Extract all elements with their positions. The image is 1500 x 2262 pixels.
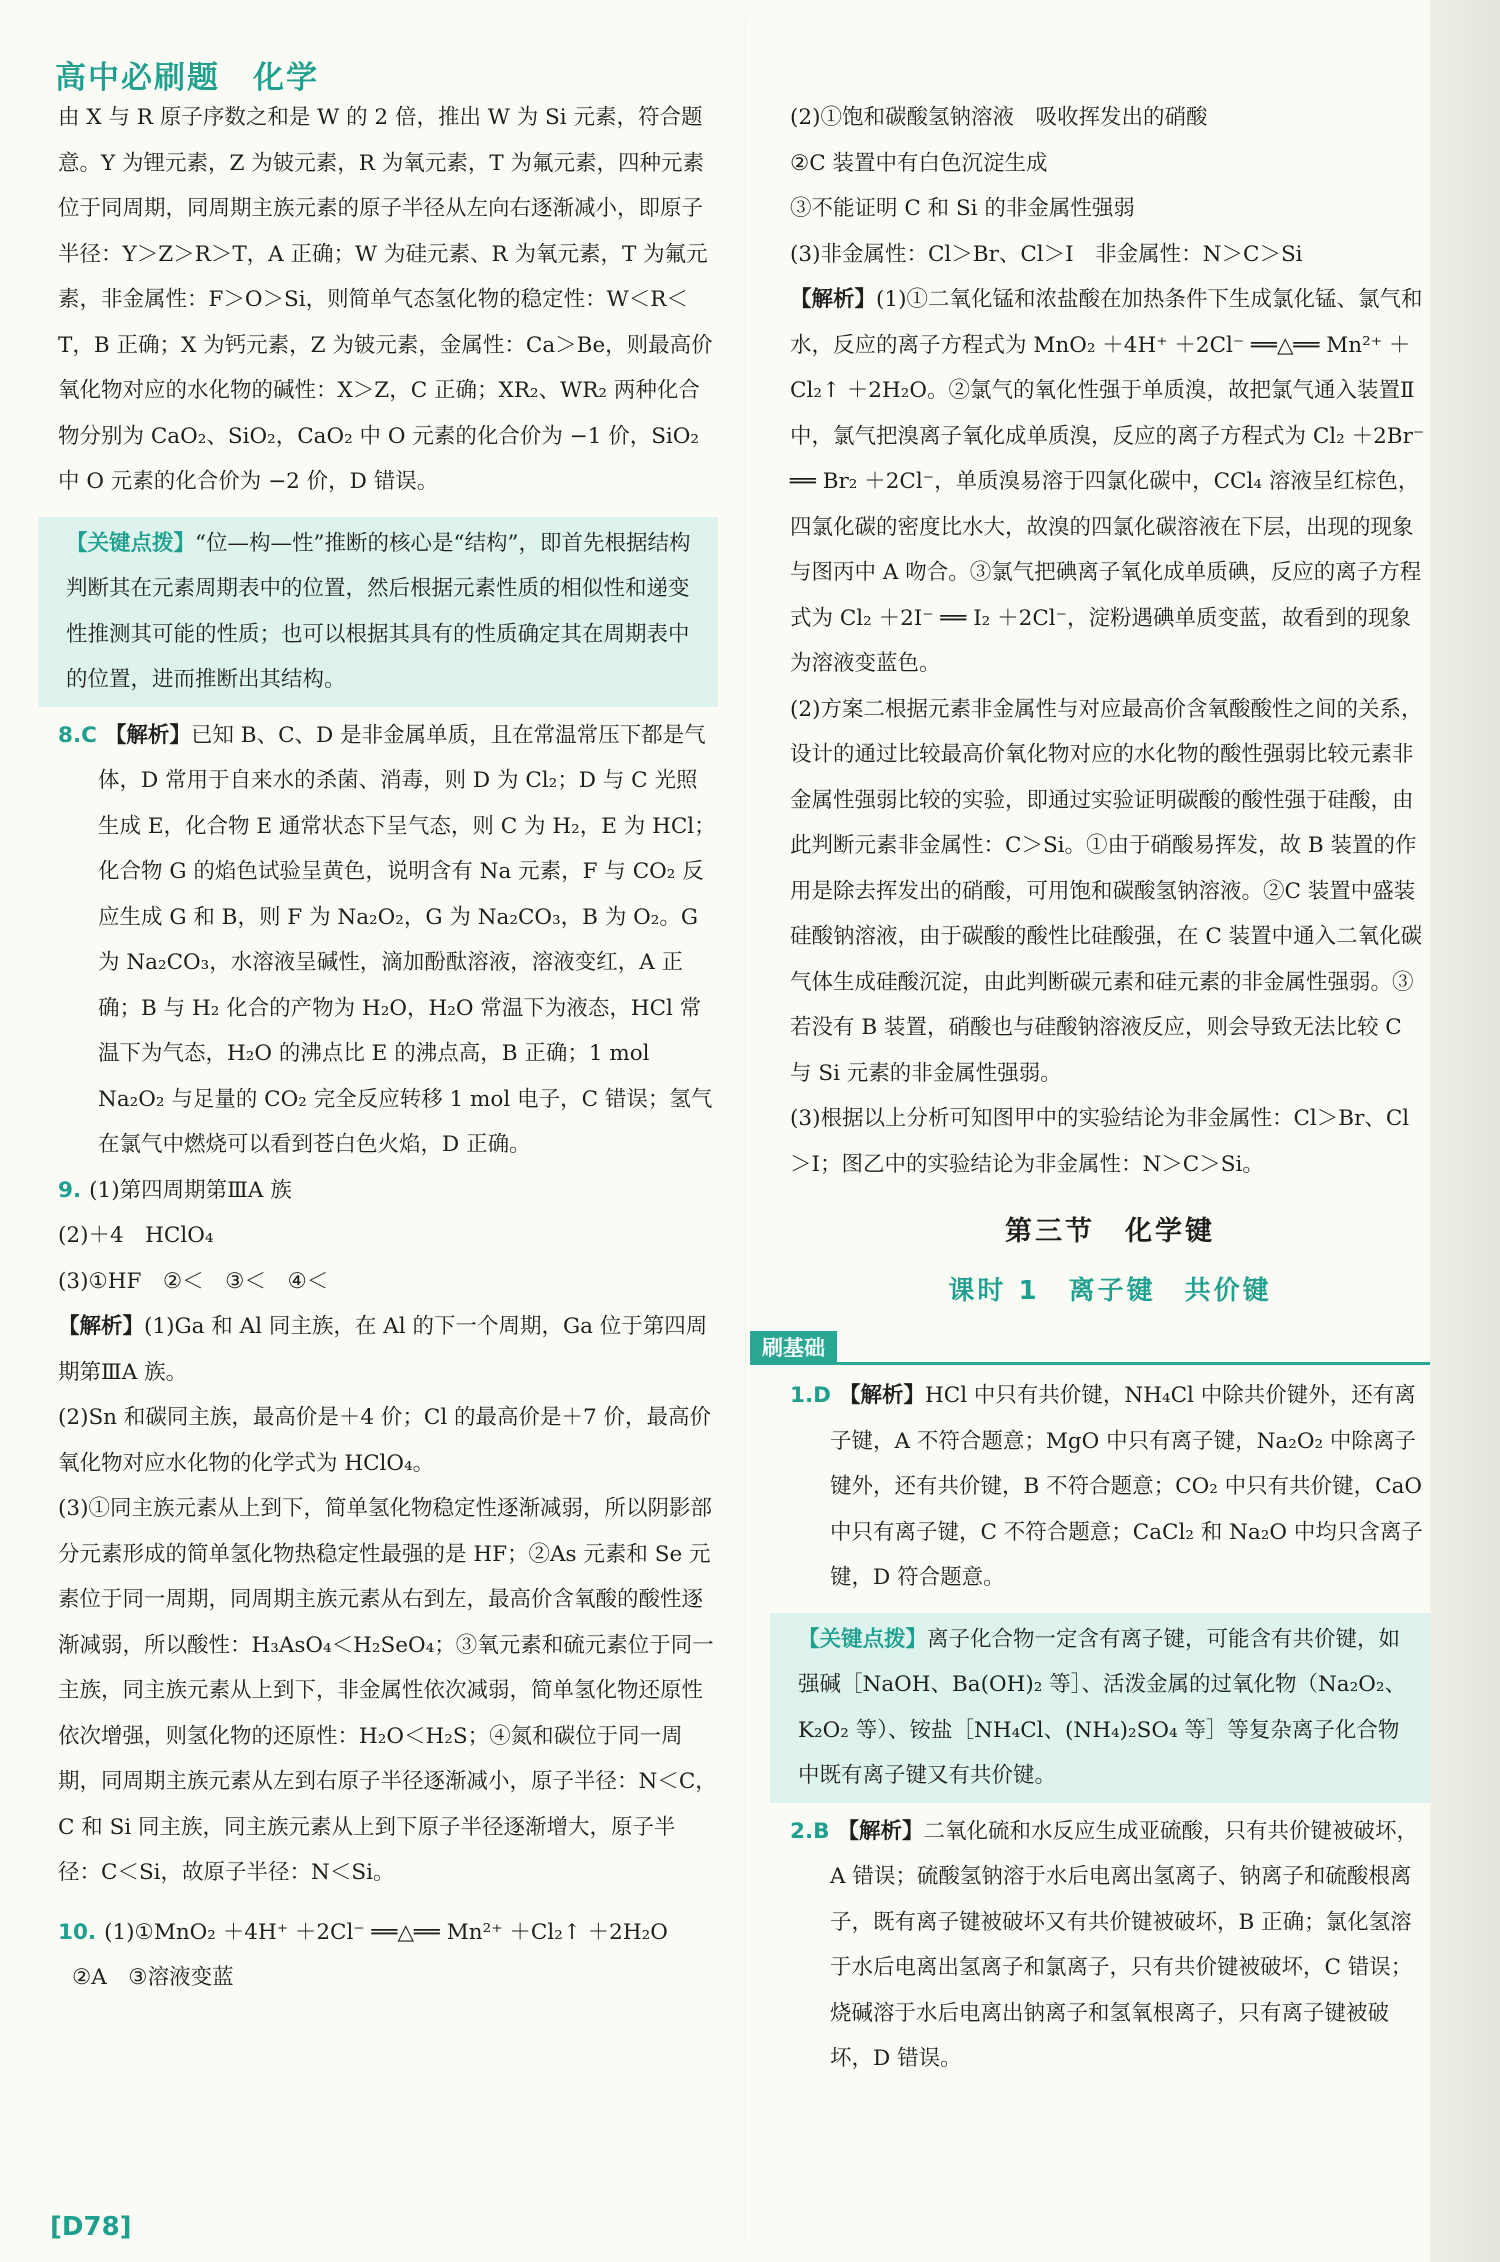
key-tip-box-2	[770, 1613, 1430, 1803]
basic-practice-tag-row	[762, 1326, 1430, 1365]
column-divider	[745, 20, 746, 2240]
q10-analysis-3: (3)根据以上分析可知图甲中的实验结论为非金属性：Cl＞Br、Cl＞I；图乙中的实验结论为非金属性：N＞C＞Si。	[790, 1106, 1410, 1177]
question-1-text: HCl 中只有共价键，NH₄Cl 中除共价键外，还有离子键，A 不符合题意；MgO 中只有离子键，Na₂O₂ 中除离子键外，还有共价键，B 不符合题意；CO₂ 中只有共价键，CaO 中只有离子键，C 不符合题意；CaCl₂ 和 Na₂O 中均只含离子键，D 符合题意。	[830, 1383, 1423, 1590]
key-tip-label: 【关键点拨】	[66, 530, 196, 556]
q10-analysis-label: 【解析】	[790, 287, 877, 312]
left-column	[58, 95, 718, 2001]
question-9-answer-2: (2)＋4 HClO₄	[58, 1223, 214, 1248]
question-9-analysis-2: (2)Sn 和碳同主族，最高价是＋4 价；Cl 的最高价是＋7 价，最高价氧化物对应水化物的化学式为 HClO₄。	[58, 1405, 712, 1476]
question-2-text: 二氧化硫和水反应生成亚硫酸，只有共价键被破坏，A 错误；硫酸氢钠溶于水后电离出氢离子、钠离子和硫酸根离子，既有离子键被破坏又有共价键被破坏，B 正确；氯化氢溶于水后电离出氢离子和氯离子，只有共价键被破坏，C 错误；烧碱溶于水后电离出钠离子和氢氧根离子，只有离子键被破坏，D 错误。	[830, 1818, 1419, 2071]
q10-answer-part2b: ②C 装置中有白色沉淀生成	[790, 150, 1048, 176]
question-1	[790, 1373, 1430, 1601]
q10-analysis-1: 【解析】(1)①二氧化锰和浓盐酸在加热条件下生成氯化锰、氯气和水，反应的离子方程式为 MnO₂ ＋4H⁺ ＋2Cl⁻ ══△══ Mn²⁺ ＋Cl₂↑ ＋2H₂O。②氯气的氧化性强于单质溴，故把氯气通入装置Ⅱ中，氯气把溴离子氧化成单质溴，反应的离子方程式为 Cl₂ ＋2Br⁻ ══ Br₂ ＋2Cl⁻，单质溴易溶于四氯化碳中，CCl₄ 溶液呈红棕色，四氯化碳的密度比水大，故溴的四氯化碳溶液在下层，出现的现象与图丙中 A 吻合。③氯气把碘离子氧化成单质碘，反应的离子方程式为 Cl₂ ＋2I⁻ ══ I₂ ＋2Cl⁻，淀粉遇碘单质变蓝，故看到的现象为溶液变蓝色。	[790, 287, 1425, 676]
question-2-number: 2.B	[790, 1818, 830, 1844]
question-9-answer-1: (1)第四周期第ⅢA 族	[89, 1177, 292, 1203]
question-8-number: 8.C	[58, 722, 97, 748]
question-10-answer-2: ②A ③溶液变蓝	[72, 1965, 234, 1990]
question-1-number: 1.D	[790, 1383, 831, 1408]
right-column	[762, 95, 1430, 2082]
question-9-analysis-1: 【解析】(1)Ga 和 Al 同主族，在 Al 的下一个周期，Ga 位于第四周期第ⅢA 族。	[58, 1314, 708, 1385]
question-2	[790, 1809, 1430, 2082]
key-tip-2-text: 离子化合物一定含有离子键，可能含有共价键，如强碱［NaOH、Ba(OH)₂ 等］、活泼金属的过氧化物（Na₂O₂、K₂O₂ 等）、铵盐［NH₄Cl、(NH₄)₂SO₄ 等］等复杂离子化合物中既有离子键又有共价键。	[798, 1626, 1406, 1788]
question-9-analysis-label: 【解析】	[58, 1314, 145, 1339]
lesson-title: 课时 1 离子键 共价键	[948, 1275, 1272, 1306]
question-10-answer-1: (1)①MnO₂ ＋4H⁺ ＋2Cl⁻ ══△══ Mn²⁺ ＋Cl₂↑ ＋2H₂O	[104, 1919, 668, 1945]
q10-answer-part2: (2)①饱和碳酸氢钠溶液 吸收挥发出的硝酸	[790, 105, 1208, 130]
page-header-title: 高中必刷题 化学	[55, 60, 319, 96]
intro-paragraph: 由 X 与 R 原子序数之和是 W 的 2 倍，推出 W 为 Si 元素，符合题意。Y 为锂元素，Z 为铍元素，R 为氧元素，T 为氟元素，四种元素位于同周期，同周期主族元素的原子半径从左向右逐渐减小，即原子半径：Y＞Z＞R＞T，A 正确；W 为硅元素、R 为氧元素，T 为氟元素，非金属性：F＞O＞Si，则简单气态氢化物的稳定性：W＜R＜T，B 正确；X 为钙元素，Z 为铍元素，金属性：Ca＞Be，则最高价氧化物对应的水化物的碱性：X＞Z，C 正确；XR₂、WR₂ 两种化合物分别为 CaO₂、SiO₂，CaO₂ 中 O 元素的化合价为 −1 价，SiO₂ 中 O 元素的化合价为 −2 价，D 错误。	[58, 105, 713, 494]
question-10	[58, 1910, 718, 1956]
key-tip-box	[38, 517, 718, 707]
question-1-analysis-label: 【解析】	[839, 1383, 926, 1408]
question-9-number: 9.	[58, 1177, 82, 1203]
question-10-number: 10.	[58, 1919, 97, 1945]
q10-answer-part2c: ③不能证明 C 和 Si 的非金属性强弱	[790, 196, 1135, 221]
page-edge	[1430, 0, 1500, 2262]
question-9-analysis-3: (3)①同主族元素从上到下，简单氢化物稳定性逐渐减弱，所以阴影部分元素形成的简单氢化物热稳定性最强的是 HF；②As 元素和 Se 元素位于同一周期，同周期主族元素从右到左，最高价含氧酸的酸性逐渐减弱，所以酸性：H₃AsO₄＜H₂SeO₄；③氧元素和硫元素位于同一主族，同主族元素从上到下，非金属性依次减弱，简单氢化物还原性依次增强，则氢化物的还原性：H₂O＜H₂S；④氮和碳位于同一周期，同周期主族元素从左到右原子半径逐渐减小，原子半径：N＜C，C 和 Si 同主族，同主族元素从上到下原子半径逐渐增大，原子半径：C＜Si，故原子半径：N＜Si。	[58, 1496, 717, 1885]
basic-practice-tag: 刷基础	[750, 1331, 837, 1365]
question-8-text: 已知 B、C、D 是非金属单质，且在常温常压下都是气体，D 常用于自来水的杀菌、消毒，则 D 为 Cl₂；D 与 C 光照生成 E，化合物 E 通常状态下呈气态，则 C 为 H₂，E 为 HCl；化合物 G 的焰色试验呈黄色，说明含有 Na 元素，F 与 CO₂ 反应生成 G 和 B，则 F 为 Na₂O₂，G 为 Na₂CO₃，B 为 O₂。G 为 Na₂CO₃，水溶液呈碱性，滴加酚酞溶液，溶液变红，A 正确；B 与 H₂ 化合的产物为 H₂O，H₂O 常温下为液态，HCl 常温下为气态，H₂O 的沸点比 E 的沸点高，B 正确；1 mol Na₂O₂ 与足量的 CO₂ 完全反应转移 1 mol 电子，C 错误；氢气在氯气中燃烧可以看到苍白色火焰，D 正确。	[98, 722, 716, 1157]
page-number: [D78]	[50, 2212, 132, 2242]
q10-answer-part3: (3)非金属性：Cl＞Br、Cl＞I 非金属性：N＞C＞Si	[790, 241, 1303, 267]
key-tip-2-label: 【关键点拨】	[798, 1626, 928, 1652]
q10-analysis-2: (2)方案二根据元素非金属性与对应最高价含氧酸酸性之间的关系，设计的通过比较最高价氧化物对应的水化物的酸性强弱比较元素非金属性强弱比较的实验，即通过实验证明碳酸的酸性强于硅酸，由此判断元素非金属性：C＞Si。①由于硝酸易挥发，故 B 装置的作用是除去挥发出的硝酸，可用饱和碳酸氢钠溶液。②C 装置中盛装硅酸钠溶液，由于碳酸的酸性比硅酸强，在 C 装置中通入二氧化碳气体生成硅酸沉淀，由此判断碳元素和硅元素的非金属性强弱。③若没有 B 装置，硝酸也与硅酸钠溶液反应，则会导致无法比较 C 与 Si 元素的非金属性强弱。	[790, 696, 1423, 1086]
question-9-answer-3: (3)①HF ②＜ ③＜ ④＜	[58, 1268, 329, 1294]
key-tip-text: “位—构—性”推断的核心是“结构”，即首先根据结构判断其在元素周期表中的位置，然后根据元素性质的相似性和递变性推测其可能的性质；也可以根据其具有的性质确定其在周期表中的位置，进而推断出其结构。	[66, 530, 691, 692]
section-title: 第三节 化学键	[1005, 1216, 1215, 1247]
question-2-analysis-label: 【解析】	[837, 1818, 924, 1844]
question-8-analysis-label: 【解析】	[104, 722, 191, 748]
question-9	[58, 1168, 718, 1214]
question-8	[58, 713, 718, 1168]
